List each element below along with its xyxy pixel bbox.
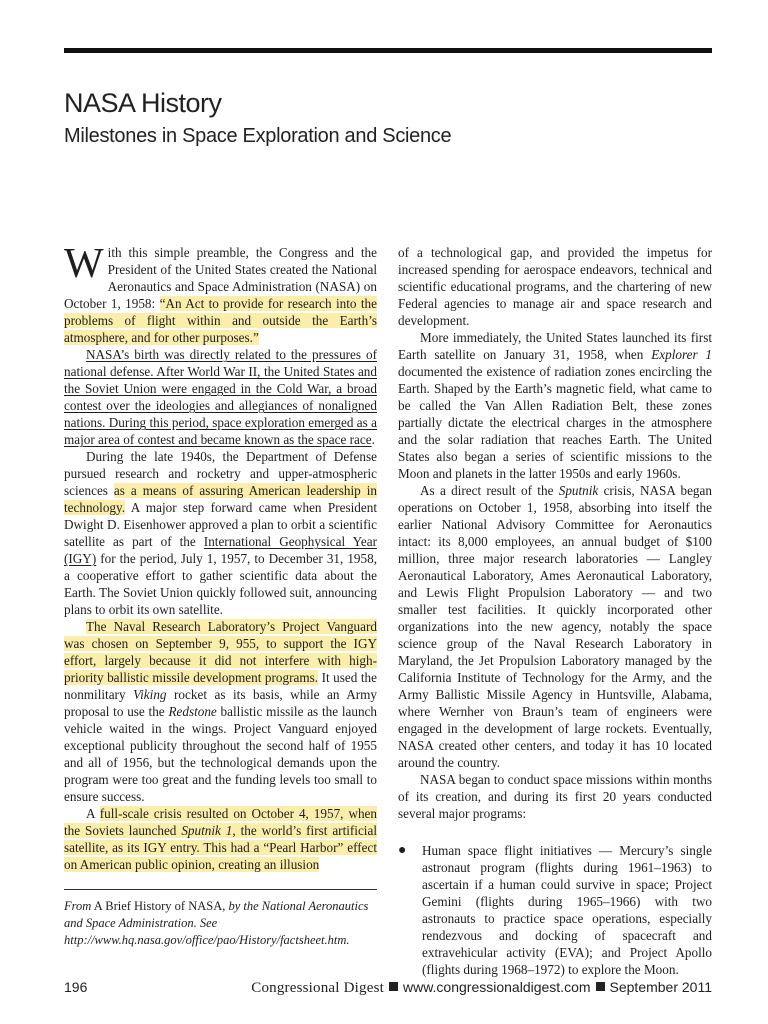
text-run: ballistic missile as the launch vehicle waited in the wings. Project Vanguard enjoyed exceptional publicity throughout the second half of 1955 and all of 1956, but the technological demands upon the program were too great and the funding levels too small to ensure success. — [64, 704, 377, 804]
footnote-text: by the National Aeronautics and Space Administration. See http://www.hq.nasa.gov/office/pao/History/factsheet.htm. — [64, 899, 369, 947]
italic-text: Viking — [133, 687, 167, 702]
program-list — [398, 842, 712, 978]
paragraph-1940s — [64, 448, 377, 618]
highlighted-text: The Naval Research Laboratory’s Project Vanguard was chosen on September 9, 955, to support the IGY effort, largely because it did not interfere with high-priority ballistic missile development programs. — [64, 619, 377, 685]
bullet-icon: ● — [398, 843, 407, 858]
right-column — [398, 244, 712, 978]
list-item-text: Human space flight initiatives — Mercury’s single astronaut program (flights during 1961–1963) to ascertain if a human could survive in space; Project Gemini (flights during 1965–1966) with two astronauts to practice space operations, especially rendezvous and docking of spacecraft and extravehicular activity (EVA); and Project Apollo (flights during 1968–1972) to explore the Moon. — [422, 843, 712, 977]
text-run: A — [86, 806, 100, 821]
website-link[interactable]: www.congressionaldigest.com — [402, 979, 591, 995]
footnote-source-title: A Brief History of NASA, — [91, 899, 226, 913]
text-run: As a direct result of the — [420, 483, 559, 498]
square-separator-icon — [389, 982, 398, 991]
italic-text: Sputnik — [558, 483, 599, 498]
highlighted-text: “An Act to provide for research into the problems of flight within and outside the Earth’s atmosphere, and for other purposes.” — [64, 296, 378, 345]
text-run: crisis, NASA began operations on October 1, 1958, absorbing into itself the earlier National Advisory Committee for Aeronautics intact: its 8,000 employees, an annual budget of $100 million, three major research laboratories — Langley Aeronautical Laboratory, Ames Aeronautical Laboratory, and Lewis Flight Propulsion Laboratory — and two smaller test facilities. It quickly incorporated other organizations into the new agency, notably the space science group of the Naval Research Laboratory in Maryland, the Jet Propulsion Laboratory managed by the California Institute of Technology for the Army, and the Army Ballistic Missile Agency in Huntsville, Alabama, where Wernher von Braun’s team of engineers were engaged in the development of large rockets. Eventually, NASA created other centers, and today it has 10 located around the country. — [398, 483, 712, 770]
text-run: for the period, July 1, 1957, to December 31, 1958, a cooperative effort to gather scientific data about the Earth. The Soviet Union quickly followed suit, announcing plans to orbit its own satellite. — [64, 551, 377, 617]
paragraph-sputnik — [64, 805, 377, 873]
paragraph-preamble — [64, 241, 378, 346]
highlighted-text: as a means of assuring American leadership in technology. — [64, 483, 377, 515]
paragraph-vanguard — [64, 618, 377, 805]
paragraph-national-defense — [64, 346, 377, 448]
highlighted-text: full-scale crisis resulted on October 4, 1957, when the Soviets launched — [64, 806, 378, 838]
paragraph-continued: of a technological gap, and provided the impetus for increased spending for aerospace endeavors, technical and scientific educational programs, and the chartering of new Federal agencies to manage air and space research and development. — [398, 245, 712, 328]
text-run: documented the existence of radiation zones encircling the Earth. Shaped by the Earth’s magnetic field, what came to be called the Van Allen Radiation Belt, these zones partially dictate the electrical charges in the atmosphere and the solar radiation that reaches Earth. The United States also began a series of scientific missions to the Moon and planets in the latter 1950s and early 1960s. — [398, 364, 712, 481]
page-title: NASA History — [64, 88, 222, 118]
footnote-rule — [64, 889, 377, 890]
underlined-text: International Geophysical Year (IGY) — [64, 534, 377, 566]
text-run: More immediately, the United States launched its first Earth satellite on January 31, 1958, when — [398, 330, 712, 362]
italic-text: Explorer 1 — [651, 347, 712, 362]
text-run: ith this simple preamble, the Congress and the President of the United States created the National Aeronautics and Space Administration (NASA) on October 1, 1958: — [64, 245, 377, 311]
italic-text: Redstone — [168, 704, 217, 719]
list-item — [398, 842, 712, 978]
issue-date: September 2011 — [609, 979, 712, 995]
highlighted-text: , the world’s first artificial satellite, as its IGY entry. This had a “Pearl Harbor” effect on American public opinion, creating an illusion — [64, 823, 377, 872]
left-column — [64, 241, 378, 873]
page-number: 196 — [64, 979, 88, 995]
paragraph-nasa-operations — [398, 482, 712, 771]
text-run: rocket as its basis, while an Army proposal to use the — [64, 687, 377, 719]
text-run: During the late 1940s, the Department of Defense pursued research and rocketry and upper-atmospheric sciences — [64, 449, 377, 498]
publication-name: Congressional Digest — [251, 980, 384, 996]
underlined-text: NASA’s birth was directly related to the pressures of national defense. After World War II, the United States and the Soviet Union were engaged in the Cold War, a broad contest over the ideologies and allegiances of nonaligned nations. During this period, space exploration emerged as a major area of contest and became known as the space race — [64, 347, 377, 447]
paragraph-programs: NASA began to conduct space missions within months of its creation, and during its first 20 years conducted several major programs: — [398, 772, 712, 821]
square-separator-icon — [596, 982, 605, 991]
text-run: It used the nonmilitary — [64, 670, 377, 702]
italic-text: Sputnik 1 — [181, 823, 233, 838]
footnote — [64, 898, 377, 949]
footer-right — [251, 979, 712, 997]
text-run: A major step forward came when President Dwight D. Eisenhower approved a plan to orbit a scientific satellite as part of the — [64, 500, 377, 549]
page-subtitle: Milestones in Space Exploration and Science — [64, 125, 452, 147]
top-rule — [64, 48, 712, 53]
drop-cap: W — [64, 241, 104, 287]
paragraph-explorer — [398, 329, 712, 482]
text-run: . — [371, 432, 375, 447]
footnote-from: From — [64, 899, 92, 913]
